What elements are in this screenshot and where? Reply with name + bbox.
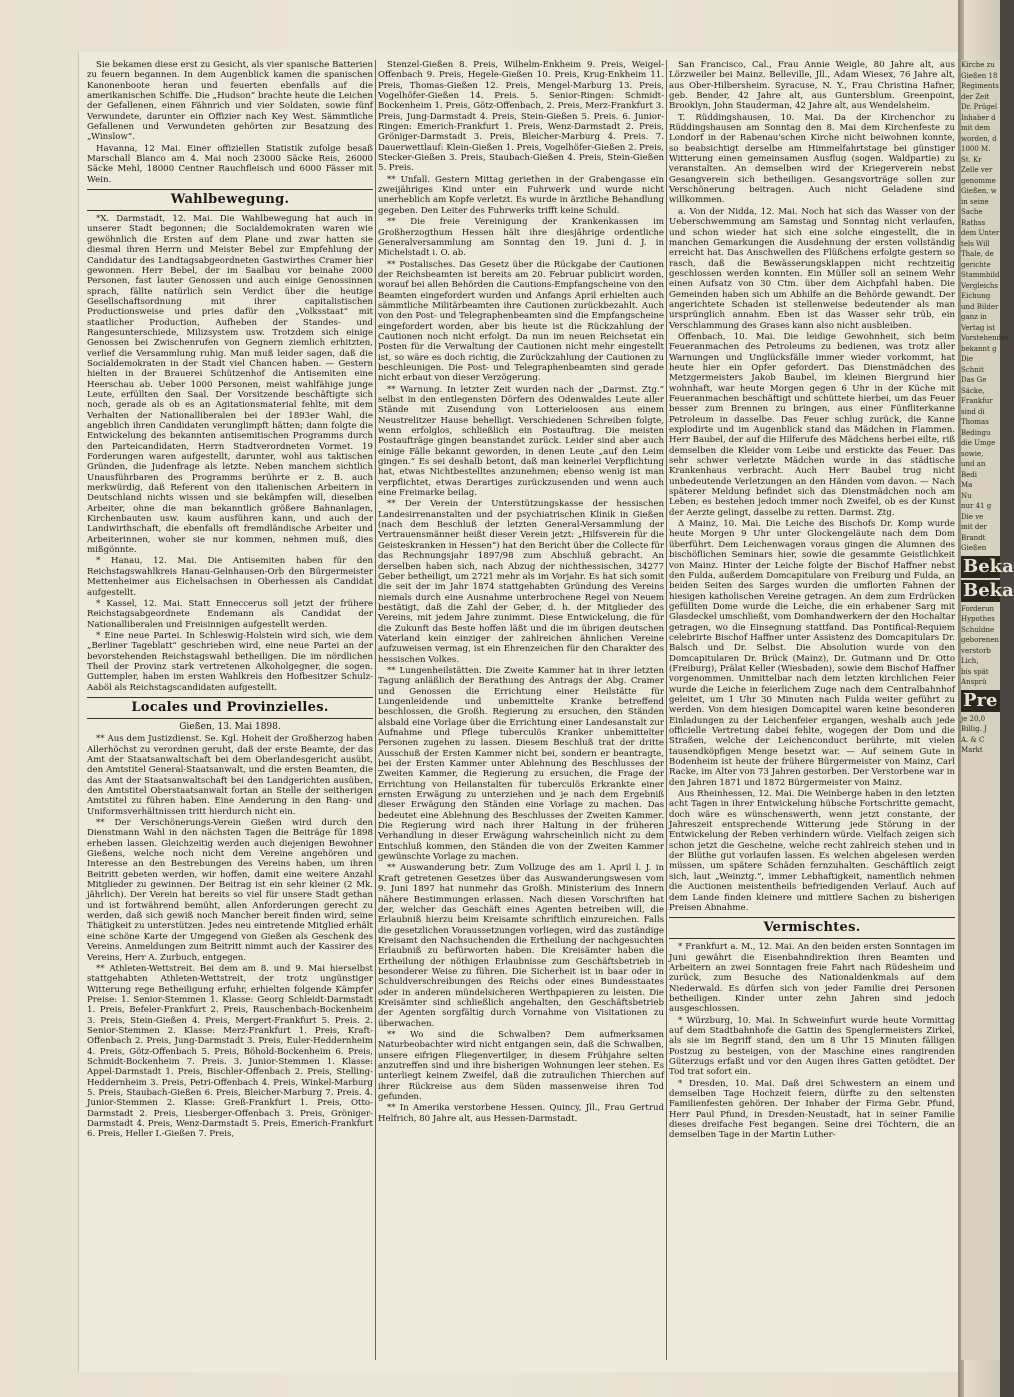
article-paragraph: ** In Amerika verstorbene Hessen. Quincy, Jll., Frau Gertrud Helfrich, 80 Jahre alt, aus Hessen-Darmstadt. — [378, 1103, 664, 1124]
edge-fragment: Inhaber d — [961, 113, 996, 122]
edge-fragment: in seine — [961, 197, 989, 206]
edge-fragment: der Zeit — [961, 92, 990, 101]
article-paragraph: * Hanau, 12. Mai. Die Antisemiten haben für den Reichstagswahlkreis Hanau-Gelnhausen-Orb den Bürgermeister Mettenheimer aus Eichelsachsen in Oberhessen als Candidat aufgestellt. — [87, 556, 373, 598]
edge-fragment: Bedingu — [961, 428, 991, 437]
edge-fragment: worden, d — [961, 134, 997, 143]
edge-fragment: Gießen — [961, 544, 987, 552]
edge-fragment: Billig. J — [961, 725, 987, 733]
edge-fragment: 1000 M. — [961, 145, 991, 153]
edge-fragment: tels Will — [961, 239, 990, 248]
column-3 — [669, 60, 955, 1364]
article-paragraph: ** Der Verschönerungs-Verein Gießen wird durch den Dienstmann Wahl in den nächsten Tagen die Beiträge für 1898 erheben lassen. Gleichzeitig werden auch diejenigen Bewohner Gießens, welche noch nicht dem Vereine angehören und Interesse an den Bestrebungen des Vereins haben, um ihren Beitritt gebeten werden, wir hoffen, damit eine weitere Anzahl Mitglieder zu gewinnen. Der Beitrag ist ein sehr kleiner (2 Mk. jährlich). Der Verein hat bereits so viel für unsere Stadt gethan und ist fortwährend bemüht, allen Anforderungen gerecht zu werden, daß sich gewiß noch Mancher bereit finden wird, seine Thätigkeit zu unterstützen. Jedes neu eintretende Mitglied erhält eine schöne Karte der Umgegend von Gießen als Geschenk des Vereins. Anmeldungen zum Beitritt nimmt auch der Kassirer des Vereins, Herr A. Zurbuch, entgegen. — [87, 818, 373, 963]
edge-fragment: Schnit — [961, 365, 984, 374]
edge-fragment: Vergleichs — [961, 281, 999, 290]
edge-fragment: Schuldne — [961, 625, 995, 634]
edge-fragment: Thale, de — [961, 250, 994, 258]
edge-fragment: Die — [961, 355, 973, 363]
edge-fragment: sind di — [961, 407, 985, 416]
article-paragraph: ** Der Verein der Unterstützungskasse der hessischen Landesirrenanstalten und der psychiatrischen Klinik in Gießen (nach dem Beschluß der letzten General-Versammlung der Vertrauensmänner heißt dieser Verein jetzt: „Hilfsverein für die Geisteskranken in Hessen“) hat den Bericht über die Collecte für das Rechnungsjahr 1897/98 zum Abschluß gebracht. An derselben haben sich, nach Abzug der nichthessischen, 34277 Geber betheiligt, um 2721 mehr als im Vorjahr. Es hat sich somit die seit der im Jahr 1874 stattgehabten Gründung des Vereins niemals durch eine Ausnahme unterbrochene Regel von Neuem bestätigt, daß die Zahl der Geber, d. h. der Mitglieder des Vereins, mit jedem Jahre zunimmt. Diese Entwickelung, die für die Zukunft das Beste hoffen läßt und die im übrigen deutschen Vaterland kein einziger der zahlreichen ähnlichen Vereine aufzuweisen vermag, ist ein Ehrenzeichen für den Charakter des hessischen Volkes. — [378, 499, 664, 665]
edge-fragment: St. Kr — [961, 155, 982, 164]
article-paragraph: ** Postalisches. Das Gesetz über die Rückgabe der Cautionen der Reichsbeamten ist bereits am 20. Februar publicirt worden, worauf bei allen Behörden die Cautions-Empfangscheine von den Beamten eingefordert wurden und Anfangs April erhielten auch sämmtliche Militärbeamten ihre Cautionen zurückbezahlt. Auch von den Post- und Telegraphenbeamten sind die Empfangscheine eingefordert worden, aber bis heute ist die Rückzahlung der Cautionen noch nicht erfolgt. Da nun im neuen Reichsetat ein Posten für die Verwaltung der Cautionen nicht mehr eingestellt ist, so wäre es doch richtig, die Zurückzahlung der Cautionen zu beschleunigen. Die Post- und Telegraphenbeamten sind gerade nicht erbaut von dieser Verzögerung. — [378, 259, 664, 384]
edge-fragment: Gießen, w — [961, 187, 997, 195]
edge-fragment: Das Ge — [961, 376, 987, 384]
edge-fragment: Rathss — [961, 218, 986, 227]
edge-fragment: Thomas — [961, 418, 989, 426]
edge-fragment: Vertag ist — [961, 323, 996, 332]
edge-fragment: A. & C — [961, 735, 985, 744]
edge-fragment: Hypothes — [961, 615, 995, 623]
edge-fragment: Dr. Prügel — [961, 103, 998, 111]
edge-fragment: Stammbild — [961, 271, 1000, 279]
article-paragraph: * Kassel, 12. Mai. Statt Enneccerus soll jetzt der frühere Reichstagsabgeordnete Endemann als Candidat der Nationalliberalen und Freisinnigen aufgestellt werden. — [87, 598, 373, 630]
edge-fragment: Frankfur — [961, 397, 993, 405]
edge-fragment: Säcke, — [961, 386, 985, 395]
article-paragraph: Offenbach, 10. Mai. Die leidige Gewohnheit, sich beim Feueranmachen des Petroleums zu bedienen, was trotz aller Warnungen und Unglücksfälle immer wieder vorkommt, hat heute hier ein Opfer gefordert. Das Dienstmädchen des Metzgermeisters Jakob Baubel, im kleinen Biergrund hier wohnhaft, war heute Morgen gegen 6 Uhr in der Küche mit Feueranmachen beschäftigt und schüttete hierbei, um das Feuer besser zum Brennen zu bringen, aus einer Fünfliterkanne Petroleum in dasselbe. Das Feuer schlug zurück, die Kanne explodirte und im Augenblick stand das Mädchen in Flammen. Herr Baubel, der auf die Hilferufe des Mädchens herbei eilte, riß demselben die Kleider vom Leibe und erstickte das Feuer. Das sehr schwer verletzte Mädchen wurde in das städtische Krankenhaus verbracht. Auch Herr Baubel trug nicht unbedeutende Verletzungen an den Händen vom davon. — Nach späterer Meldung befindet sich das Dienstmädchen noch am Leben; es bestehen jedoch immer noch Zweifel, ob es der Kunst der Aerzte gelingt, dasselbe zu retten. Darmst. Ztg. — [669, 331, 955, 518]
edge-fragment: Beka — [963, 579, 1014, 601]
article-paragraph: T. Rüddingshausen, 10. Mai. Da der Kirchenchor zu Rüddingshausen am Sonntag den 8. Mai dem Kirchenfeste zu Londorf in der Rabenau'schen Kirche nicht beiwohnen konnte, so beabsichtigt derselbe am Himmelfahrtstage bei günstiger Witterung einen gemeinsamen Ausflug (sogen. Waldpartie) zu veranstalten. An demselben wird der Kriegerverein nebst Gesangverein sich betheiligen. Gesangsvorträge sollen zur Verschönerung beitragen. Auch nicht Geladene sind willkommen. — [669, 112, 955, 206]
article-paragraph: ** Auswanderung betr. Zum Vollzuge des am 1. April l. J. in Kraft getretenen Gesetzes über das Auswanderungswesen vom 9. Juni 1897 hat nunmehr das Großh. Ministerium des Innern nähere Bestimmungen erlassen. Nach diesen Vorschriften hat der, welcher das Geschäft eines Agenten betreiben will, die Erlaubniß hierzu beim Kreisamte schriftlich einzureichen. Falls die gesetzlichen Voraussetzungen vorliegen, wird das zuständige Kreisamt den Nachsuchenden die Ertheilung der nachgesuchten Erlaubniß zu befürworten haben. Die Kreisämter haben die Ertheilung der nöthigen Erlaubnisse zum Geschäftsbetrieb in besonderer Weise zu führen. Die Sicherheit ist in baar oder in Schuldverschreibungen des Reichs oder eines Bundesstaates oder in anderen mündelsicheren Werthpapieren zu leisten. Die Kreisämter sind schließlich angehalten, den Geschäftsbetrieb der Agenten sorgfältig durch Vornahme von Visitationen zu überwachen. — [378, 863, 664, 1029]
edge-fragment: bekannt g — [961, 344, 997, 353]
miscellaneous-articles — [669, 942, 955, 1141]
column-rule — [375, 60, 376, 1360]
edge-fragment: Ma — [961, 481, 973, 489]
article-paragraph: a. Von der Nidda, 12. Mai. Noch hat sich das Wasser von der Ueberschwemmung am Samstag und Sonntag nicht verlaufen, und schon wieder hat sich eine solche eingestellt, die in manchen Gemarkungen die Ausdehnung der ersten vollständig erreicht hat. Das Anschwellen des Flüßchens erfolgte gestern so rasch, daß die Bewässerungsklappen nicht rechtzeitig geschlossen werden konnten. Ein Müller soll an seinem Wehr einen Aufsatz von 30 Ctm. über dem Aichpfahl haben. Die Gemeinden haben sich um Abhilfe an die Behörde gewandt. Der angerichtete Schaden ist stellenweise bedeutender als man ursprünglich annahm. Eben ist das Wasser sehr trüb, ein Verschlammung des Grases kann also nicht ausbleiben. — [669, 206, 955, 331]
edge-fragment: Sache — [961, 208, 983, 216]
war-report — [87, 60, 373, 185]
edge-fragment: Brandt — [961, 533, 986, 542]
adjacent-page-edge — [961, 60, 1014, 1360]
edge-fragment: Lich, — [961, 657, 979, 665]
edge-fragment: verstorb — [961, 646, 991, 655]
edge-fragment: ganz in — [961, 313, 987, 321]
edge-fragment: Regiments — [961, 82, 999, 90]
edge-fragment: Markt — [961, 746, 983, 754]
edge-fragment: dem Unter — [961, 229, 1000, 237]
edge-fragment: Bedi — [961, 470, 978, 479]
edge-fragment: Ansprü — [961, 678, 987, 686]
edge-fragment: Zelle ver — [961, 166, 993, 174]
article-paragraph: Aus Rheinhessen, 12. Mai. Die Weinberge haben in den letzten acht Tagen in ihrer Entwickelung hübsche Fortschritte gemacht, doch wäre es wünschenswerth, wenn jetzt constante, der Jahreszeit entsprechende Witterung jede Störung in der Entwickelung der Reben verhindern würde. Vielfach zeigen sich schon jetzt die Gescheine, welche recht zahlreich stehen und in der Blüthe gut vorlaufen lassen. Es welchen abgelesen werden müssen, um spätere Schäden fernzuhalten. Geschäftlich zeigt sich, laut „Weinztg.“, immer Lebhaftigkeit, namentlich nehmen die Auctionen meistentheils befriedigenden Verlauf. Auch auf dem Lande finden kleinere und mittlere Sachen zu bisherigen Preisen Abnahme. — [669, 789, 955, 913]
edge-fragment: genomme — [961, 176, 996, 185]
article-paragraph: ** Aus dem Justizdienst. Se. Kgl. Hoheit der Großherzog haben Allerhöchst zu verordnen geruht, daß der erste Beamte, der das Amt der Staatsanwaltschaft bei dem Oberlandesgericht ausübt, den Amtstitel General-Staatsanwalt, und die ersten Beamten, die das Amt der Staatsanwaltschaft bei den Landgerichten ausüben, den Amtstitel Oberstaatsanwalt fortan an Stelle der seitherigen Amtstitel zu führen haben. Eine Aenderung in den Rang- und Uniformsverhältnissen tritt hierdurch nicht ein. — [87, 734, 373, 817]
article-paragraph: ** Athleten-Wettstreit. Bei dem am 8. und 9. Mai hierselbst stattgehabten Athleten-Wettstreit, der trotz ungünstiger Witterung rege Betheiligung erfuhr, erhielten folgende Kämpfer Preise: 1. Senior-Stemmen 1. Klasse: Georg Schleidt-Darmstadt 1. Preis, Befeler-Frankfurt 2. Preis, Rauschenbach-Bockenheim 3. Preis, Stein-Gießen 4. Preis, Mergert-Frankfurt 5. Preis. 2. Senior-Stemmen 2. Klasse: Merz-Frankfurt 1. Preis, Kraft-Offenbach 2. Preis, Jung-Darmstadt 3. Preis, Euler-Heddernheim 4. Preis, Götz-Offenbach 5. Preis, Böhold-Bockenheim 6. Preis, Schmidt-Bockenheim 7. Preis. 3. Junior-Stemmen 1. Klasse: Appel-Darmstadt 1. Preis, Bischler-Offenbach 2. Preis, Stelling-Heddernheim 3. Preis, Petri-Offenbach 4. Preis, Winkel-Marburg 5. Preis, Staubach-Gießen 6. Preis, Bleicher-Marburg 7. Preis. 4. Junior-Stemmen 2. Klasse: Greß-Frankfurt 1. Preis, Otto-Darmstadt 2. Preis, Liesberger-Offenbach 3. Preis, Gröniger-Darmstadt 4. Preis, Wenz-Darmstadt 5. Preis, Emerich-Frankfurt 6. Preis, Heller I.-Gießen 7. Preis, — [87, 963, 373, 1140]
edge-fragment: Eichung — [961, 292, 991, 300]
article-paragraph: ** Unfall. Gestern Mittag geriethen in der Grabengasse ein zweijähriges Kind unter ein Fuhrwerk und wurde nicht unerheblich am Kopfe verletzt. Es wurde in ärztliche Behandlung gegeben. Den Leiter des Fuhrwerks trifft keine Schuld. — [378, 174, 664, 216]
edge-fragment: Forderun — [961, 604, 995, 613]
article-paragraph: Havanna, 12 Mai. Einer offiziellen Statistik zufolge besaß Marschall Blanco am 4. Mai noch 23000 Säcke Reis, 26000 Säcke Mehl, 18000 Centner Rauchfleisch und 6000 Fässer mit Wein. — [87, 143, 373, 185]
article-paragraph: * Würzburg, 10. Mai. In Schweinfurt wurde heute Vormittag auf dem Stadtbahnhofe die Gattin des Spenglermeisters Zirkel, als sie im Begriff stand, den um 8 Uhr 15 Minuten fälligen Postzug zu besteigen, von der Maschine eines rangirenden Güterzugs erfaßt und vor den Augen ihres Gatten getödtet. Der Tod trat sofort ein. — [669, 1015, 955, 1078]
article-paragraph: Stenzel-Gießen 8. Preis, Wilhelm-Enkheim 9. Preis, Weigel-Offenbach 9. Preis, Hegele-Gießen 10. Preis, Krug-Enkheim 11. Preis, Thomas-Gießen 12. Preis, Mengel-Marburg 13. Preis, Vogelhöfer-Gießen 14. Preis. 5. Senior-Ringen: Schmidt-Bockenheim 1. Preis, Götz-Offenbach, 2. Preis, Merz-Frankfurt 3. Preis, Jung-Darmstadt 4. Preis, Stein-Gießen 5. Preis. 6. Junior-Ringen: Emerich-Frankfurt 1. Preis, Wenz-Darmstadt 2. Preis, Gröniger-Darmstadt 3. Preis, Bleicher-Marburg 4. Preis. 7. Dauerwettlauf: Klein-Gießen 1. Preis, Vogelhöfer-Gießen 2. Preis, Stecker-Gießen 3. Preis, Staubach-Gießen 4. Preis, Stein-Gießen 5. Preis. — [378, 60, 664, 174]
article-paragraph: ** Die freie Vereinigung der Krankenkassen im Großherzogthum Hessen hält ihre diesjährige ordentliche Generalversammlung am Sonntag den 19. Juni d. J. in Michelstadt i. O. ab. — [378, 217, 664, 259]
article-paragraph: * Frankfurt a. M., 12. Mai. An den beiden ersten Sonntagen im Juni gewährt die Eisenbahndirektion ihren Beamten und Arbeitern an zwei Sonntagen freie Fahrt nach Rüdesheim und zurück, zum Besuche des Nationaldenkmals auf dem Niederwald. Es dürfen sich von jeder Familie drei Personen betheiligen. Kinder unter zehn Jahren sind jedoch ausgeschlossen. — [669, 942, 955, 1015]
column-1 — [87, 60, 373, 1364]
edge-fragment: Kirche zu — [961, 61, 995, 69]
edge-fragment: mit dem — [961, 124, 991, 132]
edge-fragment: sowie, — [961, 449, 984, 458]
article-paragraph: *X. Darmstadt, 12. Mai. Die Wahlbewegung hat auch in unserer Stadt begonnen; die Socialdemokraten waren wie gewöhnlich die Ersten auf dem Plane und zwar hatten sie diesmal ihren Herrn und Meister Bebel zur Empfehlung der Candidatur des Landtagsabgeordneten Gastwirthes Cramer hier gewonnen. Herr Bebel, der im Saalbau vor beinahe 2000 Personen, fast lauter Genossen und auch einige Genossinnen sprach, fällte natürlich sein Verdict über die heutige Gesellschaftsordnung mit ihrer capitalistischen Productionsweise und pries dafür den „Volksstaat“ mit staatlicher Production, Aufheben der Standes- und Rangesunterschiede, Milizsystem usw. Trotzdem sich einige Genossen bei Zwischenrufen von Gegnern ziemlich erhitzten, verlief die Versammlung ruhig. Man muß leider sagen, daß die Socialdemokraten in der Stadt viel Chancen haben. — Gestern hielten in der Brauerei Schützenhof die Antisemiten eine Heerschau ab. Ueber 1000 Personen, meist wahlfähige junge Leute, erfüllten den Saal. Der Vorsitzende beschäftigte sich noch, gerade als ob es an Agitationsmaterial fehlte, mit dem Verhalten der Nationalliberalen bei der 1893er Wahl, die angeblich ihren Candidaten verunglimpft hätten; dann folgte die Entwickelung des bekannten antisemitischen Programms durch den Parteicandidaten, Herrn Stadtverordneten Vormet. 19 Forderungen waren aufgestellt, darunter, wohl aus taktischen Gründen, die Judenfrage als letzte. Neben manchem sichtlich Unausführbaren des Programms berührte er z. B. auch merkwürdig, daß Referent von den italienischen Arbeitern in Deutschland nichts wissen und sie bekämpfen will, dieselben Arbeiter, ohne die man bekanntlich größere Bahnanlagen, Kirchenbauten usw. kaum ausführen kann, und auch der Landwirthschaft, die ebenfalls oft fremdländische Arbeiter und Arbeiterinnen, woher sie nur kommen, nehmen muß, dies mißgönnte. — [87, 214, 373, 556]
column-2 — [378, 60, 664, 1364]
election-articles — [87, 214, 373, 693]
edge-fragment: mit der — [961, 523, 987, 531]
edge-fragment: bis spät — [961, 667, 989, 676]
section-heading-vermischtes: Vermischtes. — [669, 917, 955, 939]
edge-fragment: und Bilder — [961, 302, 999, 311]
article-paragraph: ** Warnung. In letzter Zeit wurden nach der „Darmst. Ztg.“ selbst in den entlegensten Dörfern des Odenwaldes Leute aller Stände mit Zusendung von Lotterieloosen aus einem Neustrelitzer Hause behelligt. Verschiedenen Schreiben folgte, wenn erfolglos, schließlich ein Postauftrag. Die meisten Postaufträge gingen beanstandet zurück. Leider sind aber auch einige Fälle bekannt geworden, in denen Leute „auf den Leim gingen.“ Es sei deshalb betont, daß man keinerlei Verpflichtung hat, etwas Nichtbestelltes anzunehmen; ebenso wenig ist man verpflichtet, etwas Derartiges zurückzusenden und wenn auch eine Freimarke beilag. — [378, 384, 664, 499]
edge-fragment: Gießen 18 — [961, 71, 998, 80]
column-rule — [666, 60, 667, 1360]
edge-fragment: Vorstehendes — [961, 334, 1009, 342]
regional-articles — [669, 60, 955, 913]
article-paragraph: * Eine neue Partei. In Schleswig-Holstein wird sich, wie dem „Berliner Tageblatt“ geschrieben wird, eine neue Partei an der bevorstehenden Reichstagswahl betheiligen. Die im nördlichen Theil der Provinz stark vertretenen Alkoholgegner, die sogen. Guttempler, haben im ersten Wahlkreis den Hofbesitzer Schulz-Aaböl als Reichstagscandidaten aufgestellt. — [87, 630, 373, 693]
section-heading-wahlbewegung: Wahlbewegung. — [87, 189, 373, 211]
edge-fragment: Pre — [961, 690, 1000, 712]
newspaper-page — [78, 52, 959, 1372]
edge-fragment: Nu — [961, 491, 972, 500]
section-heading-locales: Locales und Provinzielles. — [87, 697, 373, 719]
edge-fragment: nur 41 g — [961, 502, 992, 510]
article-paragraph: Sie bekamen diese erst zu Gesicht, als vier spanische Batterien zu feuern begannen. In dem Augenblick kamen die spanischen Kanonenboote heran und feuerten ebenfalls auf die amerikanischen Schiffe. Die „Hudson“ brachte heute die Leichen der Gefallenen, einen Fähnrich und vier Soldaten, sowie fünf Verwundete, darunter ein Offizier nach Key West. Sämmtliche Gefallenen und Verwundeten gehörten zur Besatzung des „Winslow“. — [87, 60, 373, 143]
edge-fragment: gerichte — [961, 260, 991, 269]
edge-fragment: die Umge — [961, 439, 996, 447]
local-articles-continued — [378, 60, 664, 1124]
edge-fragment: und an — [961, 460, 986, 468]
article-paragraph: San Francisco, Cal., Frau Annie Weigle, 80 Jahre alt, aus Lörzweiler bei Mainz. Belleville, Jll., Adam Wiesex, 76 Jahre alt, aus Ober-Hilbersheim. Syracuse, N. Y., Frau Christina Hafner, geb. Bender, 42 Jahre alt, aus Guntersblum. Greenpoint, Brooklyn, John Stauderman, 42 Jahre alt, aus Wendelsheim. — [669, 60, 955, 112]
edge-fragment: Beka — [963, 555, 1014, 577]
edge-fragment: geborenen — [961, 636, 999, 644]
article-paragraph: * Dresden, 10. Mai. Daß drei Schwestern an einem und demselben Tage Hochzeit feiern, dürfte zu den seltensten Familienfesten gehören. Der Inhaber der Firma Gebr. Pfund, Herr Paul Pfund, in Dresden-Neustadt, hat in seiner Familie dieses dreifache Fest begangen. Seine drei Töchtern, die an demselben Tage in der Martin Luther- — [669, 1078, 955, 1141]
dateline: Gießen, 13. Mai 1898. — [179, 721, 281, 732]
article-paragraph: Δ Mainz, 10. Mai. Die Leiche des Bischofs Dr. Komp wurde heute Morgen 9 Uhr unter Glockengeläute nach dem Dom überführt. Dem Leichenwagen voraus gingen die Alumnen des bischöflichen Seminars hier, sowie die gesammte Geistlichkeit von Mainz. Hinter der Leiche folgte der Bischof Haffner nebst den Fulda, außerdem Domcapitulare von Freiburg und Fulda, an beiden Seiten des Sarges wurden die umflorten Fahnen der hiesigen katholischen Vereine getragen. An dem zum Erdrücken gefüllten Dome wurde die Leiche, die ein erhabener Sarg mit Glasdeckel umschließt, vom Domhandwerkern der den Hochaltar getragen, wo die Einsegnung stattfand. Das Pontifical-Requiem celebrirte Bischof Haffner unter Assistenz des Domcapitulars Dr. Balsch und Dr. Selbst. Die Absolution wurde von den Domcapitularen Dr. Brück (Mainz), Dr. Gutmann und Dr. Otto (Freiburg), Prälat Keller (Wiesbaden), sowie dem Bischof Haffner vorgenommen. Unmittelbar nach dem letzten kirchlichen Feier wurde die Leiche in feierlichem Zuge nach dem Centralbahnhof geleitet, um 1 Uhr 30 Minuten nach Fulda weiter geführt zu werden. Von dem hiesigen Domcapitel waren keine besonderen Einladungen zu der Leichenfeier ergangen, weshalb auch jede officielle Vertretung dabei fehlte, wogegen der Dom und die Straßen, welche der Leichenconduct berührte, mit vielen tausendköpfigen Menge besetzt war. — Auf seinem Gute in Bodenheim ist heute der frühere Bürgermeister von Mainz, Carl Racke, im Alter von 73 Jahren gestorben. Der Verstorbene war in den Jahren 1871 und 1872 Bürgermeister von Mainz. — [669, 519, 955, 788]
article-paragraph: ** Lungenheilstätten. Die Zweite Kammer hat in ihrer letzten Tagung anläßlich der Berathung des Antrags der Abg. Cramer und Genossen die Errichtung einer Heilstätte für Lungenleidende und unbemittelte Kranke betreffend beschlossen, die Großh. Regierung zu ersuchen, den Ständen alsbald eine Vorlage über die Errichtung einer Landesanstalt zur Aufnahme und Pflege tuberculös Kranker unbemittelter Personen zugehen zu lassen. Diesem Beschluß trat der dritte Ausschuß der Ersten Kammer nicht bei, sondern er beantragte, bei der Ersten Kammer unter Ablehnung des Beschlusses der Zweiten Kammer, die Regierung zu ersuchen, die Frage der Errichtung von Heilanstalten für tuberculös Erkrankte einer ernsten Erwägung zu unterziehen und je nach dem Ergebniß dieser Erwägung den Ständen eine Vorlage zu machen. Das bedeutet eine Ablehnung des Beschlusses der Zweiten Kammer. Die Regierung wird nach ihrer Haltung in der früheren Verhandlung in dieser Erwägung wahrscheinlich nicht zu dem Entschluß kommen, den Ständen die von der Zweiten Kammer gewünschte Vorlage zu machen. — [378, 665, 664, 863]
edge-fragment: Die ve — [961, 512, 984, 521]
edge-fragment: je 20,0 — [961, 714, 986, 723]
article-paragraph: ** Wo sind die Schwalben? Dem aufmerksamen Naturbeobachter wird nicht entgangen sein, daß die Schwalben, unsere eifrigen Fliegenvertilger, in diesem Frühjahre selten anzutreffen sind und ihre bisherigen Wohnungen leer stehen. Es unterliegt keinem Zweifel, daß die zutraulichen Thierchen auf ihrer Rückreise aus dem Süden massenweise ihren Tod gefunden. — [378, 1029, 664, 1103]
local-articles — [87, 734, 373, 1139]
